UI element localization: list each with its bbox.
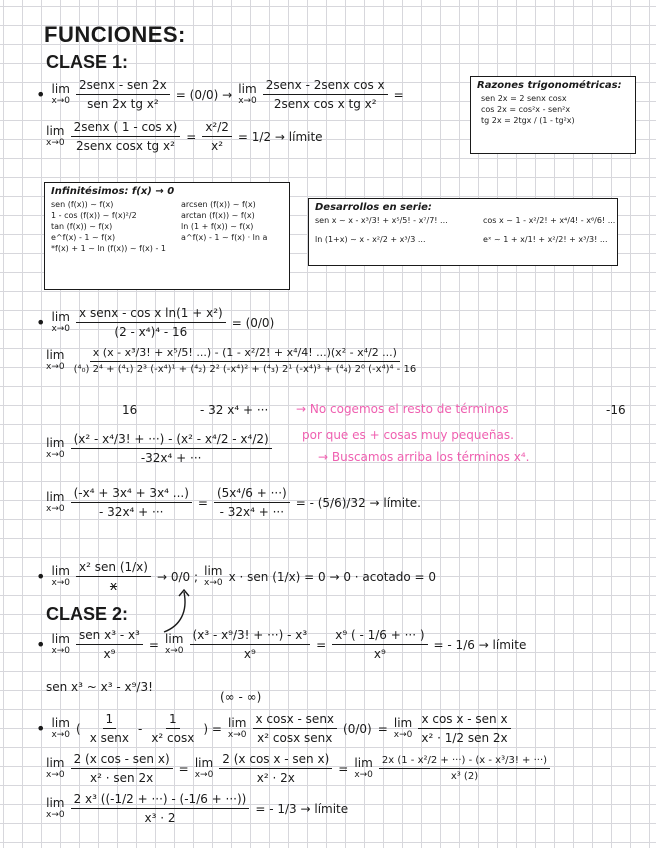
denominator: - 32x⁴ + ··· bbox=[219, 505, 285, 519]
under-term-32x4: - 32 x⁴ + ··· bbox=[200, 403, 269, 417]
note-line-1: → No cogemos el resto de términos bbox=[296, 402, 509, 416]
box-line: sen x ~ x - x³/3! + x⁵/5! - x⁷/7! ... bbox=[315, 216, 448, 225]
limit-result: x · sen (1/x) = 0 → 0 · acotado = 0 bbox=[228, 569, 437, 584]
numerator: (5x⁴/6 + ···) bbox=[214, 486, 290, 503]
numerator: x cos x - sen x bbox=[418, 712, 510, 729]
box-line: e^f(x) - 1 ~ f(x) bbox=[51, 233, 116, 242]
fraction bbox=[214, 486, 290, 519]
denominator: - 32x⁴ + ··· bbox=[99, 505, 164, 519]
limit-symbol: lim x→0 bbox=[46, 795, 65, 820]
bullet: • bbox=[36, 567, 46, 586]
ex5-line-3 bbox=[46, 792, 348, 825]
ex2-line-1 bbox=[36, 306, 274, 339]
curved-arrow-icon bbox=[160, 586, 200, 636]
fraction bbox=[76, 78, 170, 111]
limit-result: = - (5/6)/32 → límite. bbox=[295, 495, 421, 510]
limit-symbol: lim x→0 bbox=[51, 715, 71, 740]
box-line: arctan (f(x)) ~ f(x) bbox=[181, 211, 255, 220]
box-line: arcsen (f(x)) ~ f(x) bbox=[181, 200, 256, 209]
limit-symbol: lim x→0 bbox=[393, 715, 413, 740]
limit-symbol: lim x→0 bbox=[46, 489, 65, 514]
numerator: (x³ - x⁹/3! + ···) - x³ bbox=[190, 628, 311, 645]
numerator: 2 (x cos - sen x) bbox=[71, 752, 173, 769]
box-line: ln (1 + f(x)) ~ f(x) bbox=[181, 222, 254, 231]
denominator: 2senx cosx tg x² bbox=[75, 139, 175, 153]
bullet: • bbox=[36, 313, 46, 332]
numerator: 2senx - 2senx cos x bbox=[263, 78, 388, 95]
fraction bbox=[76, 628, 143, 661]
fraction bbox=[71, 432, 272, 465]
numerator: 2senx ( 1 - cos x) bbox=[71, 120, 181, 137]
limit-symbol: lim x→0 bbox=[46, 347, 65, 372]
limit-result: = - 1/3 → límite bbox=[255, 801, 349, 816]
fraction bbox=[202, 120, 232, 153]
equals-sign: = bbox=[393, 87, 404, 102]
ex3-line bbox=[36, 560, 436, 593]
limit-result: = 1/2 → límite bbox=[237, 129, 323, 144]
limit-symbol: lim x→0 bbox=[46, 435, 65, 460]
limit-symbol: lim x→0 bbox=[51, 81, 71, 106]
numerator: sen x³ - x³ bbox=[76, 628, 143, 645]
box-line: a^f(x) - 1 ~ f(x) · ln a bbox=[181, 233, 268, 242]
desarrollos-en-serie-box bbox=[308, 198, 618, 266]
page-title: FUNCIONES: bbox=[44, 22, 186, 47]
fraction bbox=[87, 712, 132, 745]
limit-symbol: lim x→0 bbox=[164, 631, 184, 656]
box-line: cos x ~ 1 - x²/2! + x⁴/4! - x⁶/6! ... bbox=[483, 216, 616, 225]
denominator: x³ · 2 bbox=[144, 811, 176, 825]
ex5-line-2: lim x→0 $\frac{\text{2 (x cos - sen x)}}{\text{x² · sen 2x}}$ = lim x→0 $\frac{\text{2 (x cos x - sen x)}}{\text{x² · 2x}}$ = lim x→0 $\frac{\text{2x (1 - x²/2 + ···) - (x - x³/3! + ···)}}{\text{x³ (2)}}$ bbox=[46, 752, 550, 785]
numerator: 2 x³ ((-1/2 + ···) - (-1/6 + ···)) bbox=[71, 792, 250, 809]
razones-trigonometricas-box bbox=[470, 76, 636, 154]
bullet: • bbox=[36, 635, 46, 654]
fraction bbox=[76, 306, 226, 339]
denominator: x² · 2x bbox=[256, 771, 295, 785]
ex4-line: • lim x→0 $\frac{\text{sen x³ - x³}}{\text{x⁹}}$ = lim x→0 $\frac{\text{(x³ - x⁹/3! + ···) - x³}}{\text{x⁹}}$ = $\frac{\text{x⁹ ( - 1/6 + ··· )}}{\text{x⁹}}$ = - 1/6 → límite bbox=[36, 628, 527, 661]
ex2-line-4: lim x→0 $\frac{\text{(-x⁴ + 3x⁴ + 3x⁴ ...)}}{\text{- 32x⁴ + ···}}$ = $\frac{\text{(5x⁴/6 + ···)}}{\text{- 32x⁴ + ···}}$ = - (5/6)/32 → límite. bbox=[46, 486, 421, 519]
fraction bbox=[418, 712, 510, 745]
indeterminate-form: = (0/0) bbox=[231, 315, 275, 330]
box-line: ln (1+x) ~ x - x²/2 + x³/3 ... bbox=[315, 235, 426, 244]
denominator: x⁹ bbox=[243, 647, 256, 661]
limit-symbol: lim x→0 bbox=[227, 715, 247, 740]
box-title: Infinitésimos: f(x) → 0 bbox=[51, 186, 175, 197]
limit-symbol: lim x→0 bbox=[51, 563, 71, 588]
denominator: -32x⁴ + ··· bbox=[140, 451, 202, 465]
numerator: (x² - x⁴/3! + ···) - (x² - x⁴/2 - x⁴/2) bbox=[71, 432, 272, 449]
fraction bbox=[71, 752, 173, 785]
box-line: tan (f(x)) ~ f(x) bbox=[51, 222, 113, 231]
fraction bbox=[379, 755, 550, 782]
indeterminate-form: (0/0) bbox=[343, 721, 372, 736]
denominator: (2 - x⁴)⁴ - 16 bbox=[114, 325, 188, 339]
section-heading-clase-1: CLASE 1: bbox=[46, 52, 129, 72]
limit-symbol: lim x→0 bbox=[51, 309, 71, 334]
box-line: 1 - cos (f(x)) ~ f(x)²/2 bbox=[51, 211, 137, 220]
numerator: x² sen (1/x) bbox=[76, 560, 151, 577]
box-line: *f(x) + 1 ~ ln (f(x)) ~ f(x) - 1 bbox=[51, 244, 166, 253]
denominator: x² cosx senx bbox=[257, 731, 333, 745]
denominator: x⁹ bbox=[373, 647, 386, 661]
limit-symbol: lim x→0 bbox=[46, 123, 65, 148]
fraction bbox=[71, 792, 250, 825]
under-term-16: 16 bbox=[122, 403, 138, 417]
ex2-line-2 bbox=[46, 346, 419, 375]
numerator: (-x⁴ + 3x⁴ + 3x⁴ ...) bbox=[71, 486, 192, 503]
denominator: x² · sen 2x bbox=[90, 771, 154, 785]
limit-symbol: lim x→0 bbox=[46, 755, 65, 780]
denominator: 2senx cos x tg x² bbox=[273, 97, 377, 111]
numerator: 1 bbox=[103, 712, 117, 729]
box-line: cos 2x = cos²x - sen²x bbox=[481, 105, 571, 114]
fraction bbox=[332, 628, 427, 661]
limit-symbol: lim x→0 bbox=[238, 81, 257, 106]
limit-symbol: lim x→0 bbox=[204, 563, 223, 588]
fraction bbox=[76, 560, 151, 593]
numerator: 2x (1 - x²/2 + ···) - (x - x³/3! + ···) bbox=[379, 755, 550, 769]
infinity-indeterminate: (∞ - ∞) bbox=[220, 690, 262, 704]
indeterminate-form: = (0/0) → bbox=[175, 87, 233, 102]
numerator: 1 bbox=[166, 712, 180, 729]
ex1-line-2: lim x→0 $\frac{\text{2senx ( 1 - cos x)}}{\text{2senx cosx tg x²}}$ = $\frac{\text{x²/2}}{\text{x²}}$ = 1/2 → límite bbox=[46, 120, 323, 153]
box-title: Razones trigonométricas: bbox=[477, 80, 622, 91]
numerator: x⁹ ( - 1/6 + ··· ) bbox=[332, 628, 427, 645]
fraction bbox=[71, 120, 181, 153]
denominator: x bbox=[109, 579, 118, 593]
fraction bbox=[253, 712, 338, 745]
infinitesimos-box bbox=[44, 182, 290, 290]
limit-symbol: lim x→0 bbox=[51, 631, 71, 656]
section-heading-clase-2: CLASE 2: bbox=[46, 604, 129, 624]
denominator: (⁴₀) 2⁴ + (⁴₁) 2³ (-x⁴)¹ + (⁴₂) 2² (-x⁴)² + (⁴₃) 2¹ (-x⁴)³ + (⁴₄) 2⁰ (-x⁴)⁴ - 16 bbox=[73, 364, 417, 375]
under-term-minus-16: -16 bbox=[606, 403, 626, 417]
box-line: tg 2x = 2tgx / (1 - tg²x) bbox=[481, 116, 575, 125]
fraction bbox=[190, 628, 311, 661]
numerator: x senx - cos x ln(1 + x²) bbox=[76, 306, 226, 323]
fraction bbox=[219, 752, 332, 785]
ex5-line-1: • lim x→0 ( $\frac{1}{\text{x senx}}$ - $\frac{1}{\text{x² cosx}}$ ) = lim x→0 $\frac{\text{x cosx - senx}}{\text{x² cosx senx}}$ (0/0) = lim x→0 $\frac{\text{x cos x - sen x}}{\text{x² · 1/2 sen 2x}}$ bbox=[36, 712, 511, 745]
denominator: x² · 1/2 sen 2x bbox=[421, 731, 508, 745]
equals-sign: = bbox=[148, 637, 159, 652]
box-line: sen 2x = 2 senx cosx bbox=[481, 94, 567, 103]
fraction bbox=[71, 346, 420, 375]
fraction bbox=[263, 78, 388, 111]
denominator: x⁹ bbox=[103, 647, 116, 661]
numerator: x²/2 bbox=[202, 120, 232, 137]
denominator: sen 2x tg x² bbox=[87, 97, 159, 111]
bullet: • bbox=[36, 719, 46, 738]
box-line: sen (f(x)) ~ f(x) bbox=[51, 200, 114, 209]
limit-symbol: lim x→0 bbox=[194, 755, 214, 780]
box-title: Desarrollos en serie: bbox=[315, 202, 432, 213]
numerator: 2senx - sen 2x bbox=[76, 78, 170, 95]
denominator: x³ (2) bbox=[450, 771, 479, 782]
fraction bbox=[148, 712, 197, 745]
note-line-2: por que es + cosas muy pequeñas. bbox=[302, 428, 514, 442]
bullet: • bbox=[36, 85, 46, 104]
denominator: x² bbox=[211, 139, 224, 153]
limit-symbol: lim x→0 bbox=[354, 755, 373, 780]
indeterminate-form: → 0/0 ; bbox=[156, 569, 199, 584]
fraction bbox=[71, 486, 192, 519]
numerator: x cosx - senx bbox=[253, 712, 338, 729]
equivalence-note: sen x³ ~ x³ - x⁹/3! bbox=[46, 680, 153, 694]
numerator: 2 (x cos x - sen x) bbox=[219, 752, 332, 769]
denominator: x² cosx bbox=[151, 731, 195, 745]
limit-result: = - 1/6 → límite bbox=[433, 637, 527, 652]
numerator: x (x - x³/3! + x⁵/5! ...) - (1 - x²/2! + x⁴/4! ...)(x² - x⁴/2 ...) bbox=[90, 346, 400, 362]
ex1-line-1 bbox=[36, 78, 404, 111]
denominator: x senx bbox=[89, 731, 129, 745]
ex2-line-3 bbox=[46, 432, 272, 465]
box-line: eˣ ~ 1 + x/1! + x²/2! + x³/3! ... bbox=[483, 235, 608, 244]
note-line-3: → Buscamos arriba los términos x⁴. bbox=[318, 450, 530, 464]
